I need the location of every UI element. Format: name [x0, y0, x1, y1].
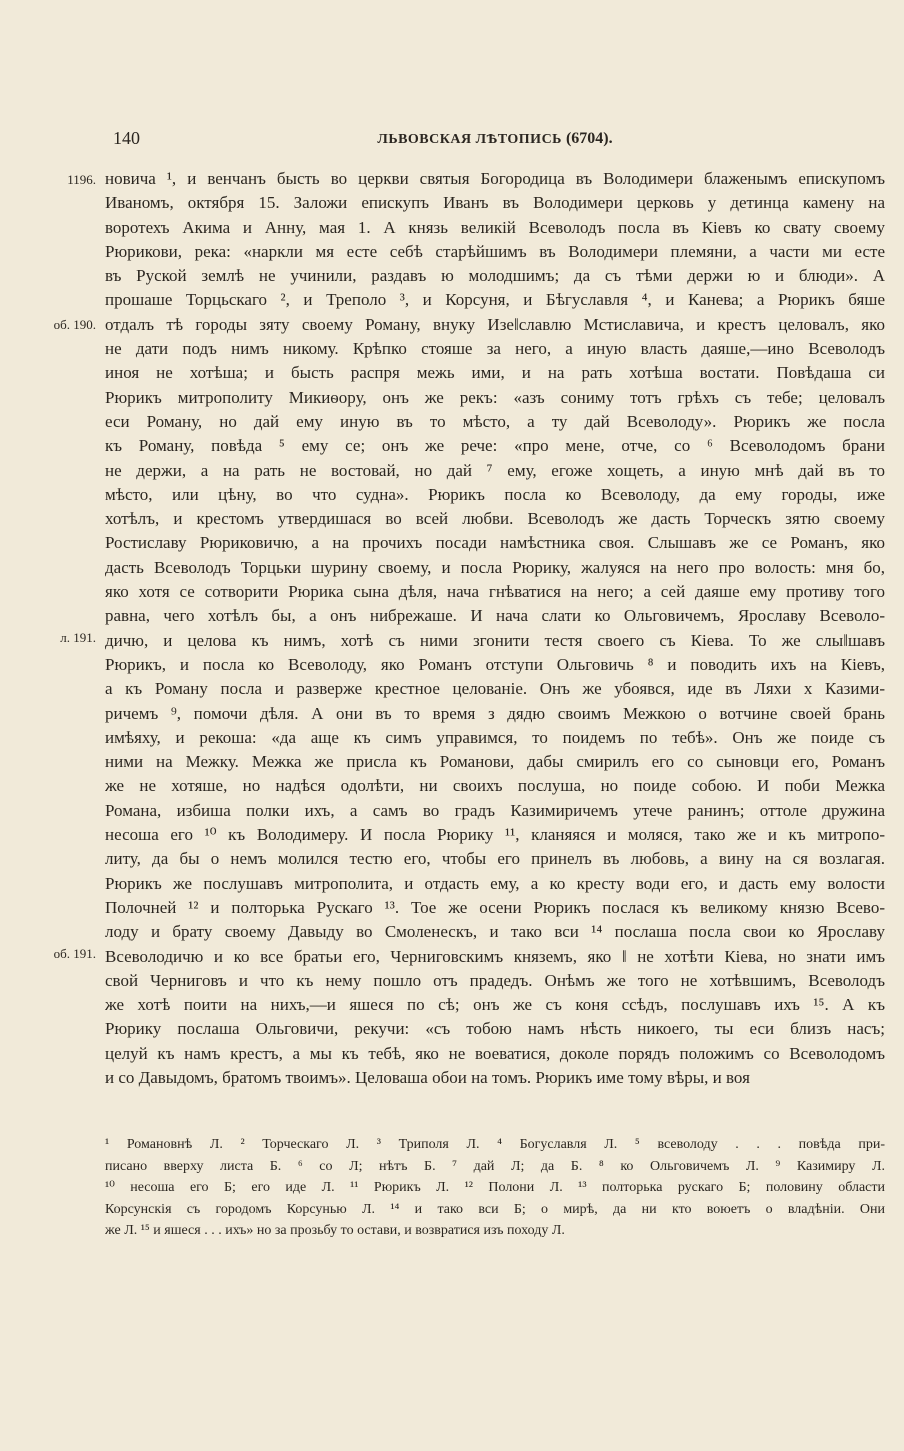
text-line: отдалъ тѣ городы зяту своему Роману, внуку Изе‖славлю Мстиславича, и крестъ целовалъ, яко: [105, 314, 885, 334]
text-line: Полочней ¹² и полторька Рускаго ¹³. Тое же осени Рюрикъ послася къ великому князю Всево-: [105, 897, 885, 917]
footnote-line: писано вверху листа Б. ⁶ со Л; нѣтъ Б. ⁷ дай Л; да Б. ⁸ ко Ольговичемъ Л. ⁹ Казимиру Л.: [105, 1158, 885, 1174]
footnotes: [105, 1134, 885, 1242]
text-line: иноя не хотѣша; и бысть распря межь ими, и на рать хотѣша востати. Повѣдаша си: [105, 363, 885, 383]
text-line: лоду и брату своему Давыду во Смоленескъ, и тако вси ¹⁴ послаша посла свои ко Ярославу: [105, 922, 885, 942]
margin-note-year: 1196.: [67, 172, 96, 187]
text-line: Романа, избиша полки ихъ, а самъ во градъ Казимиричемъ утече ранинъ; оттоле дружина: [105, 800, 885, 820]
text-line: несоша его ¹⁰ къ Володимеру. И посла Рюрику ¹¹, кланяяся и моляся, тако же и къ митропо-: [105, 825, 885, 845]
text-line: свой Черниговъ и что къ нему пошло отъ прадедъ. Онѣмъ же того не хотѣвшимъ, Всеволодъ: [105, 970, 885, 990]
text-line: а къ Роману посла и разверже крестное целованіе. Онъ же убоявся, иде въ Ляхи х Казими-: [105, 679, 885, 699]
year-label: (6704).: [565, 130, 613, 147]
text-line: хотѣлъ, и крестомъ утвердишася во всей любви. Всеволодъ же дасть Торческъ зятю своему: [105, 509, 885, 529]
text-line: литу, да бы о немъ молился тестю его, чтобы его принелъ въ любовь, а вину на ся возлагая.: [105, 849, 885, 869]
text-line: и со Давыдомъ, братомъ твоимъ». Целоваша обои на томъ. Рюрикъ име тому вѣры, и воя: [105, 1067, 750, 1087]
text-line: Всеволодичю и ко все братьи его, Черниговскимъ княземъ, яко ‖ не хотѣти Кіева, но знати имъ: [105, 946, 885, 966]
text-line: дасть Всеволодъ Торцьки шурину своему, и посла Рюрику, жалуяся на него про волость: мня бо,: [105, 557, 885, 577]
footnote-line: ¹ Романовнѣ Л. ² Торческаго Л. ³ Триполя Л. ⁴ Богуславля Л. ⁵ всеволоду . . . повѣда при-: [105, 1137, 885, 1152]
margin-note-folio-ob190: об. 190.: [53, 317, 96, 332]
text-line: къ Роману, повѣда ⁵ ему се; онъ же рече: «про мене, отче, со ⁶ Всеволодомъ брани: [105, 436, 885, 456]
text-line: еси Роману, но дай ему иную въ то мѣсто, а ту дай Всеволоду». Рюрикъ же посла: [105, 411, 885, 431]
page-number: 140: [113, 128, 140, 148]
text-line: въ Руской землѣ не учинили, раздавъ ю молодшимъ; да съ тѣми держи ю и блюди». А: [105, 266, 885, 286]
text-line: дичю, и целова къ нимъ, хотѣ съ ними згонити тестя своего съ Кіева. То же слы‖шавъ: [105, 630, 885, 650]
margin-note-folio-ob191: об. 191.: [53, 946, 96, 961]
running-title: [105, 130, 885, 148]
text-line: Рюрикъ же послушавъ митрополита, и отдасть ему, а ко кресту води его, и дасть ему волости: [105, 873, 885, 893]
text-line: Иваномъ, октября 15. Заложи епискупъ Иванъ въ Володимери церковь у детинца камену на: [105, 193, 885, 213]
text-line: Ростиславу Рюриковичю, а на прочихъ посади намѣстника своя. Слышавъ же се Романъ, яко: [105, 533, 885, 553]
main-text: [105, 167, 885, 1090]
text-line: имѣяху, и рекоша: «да аще къ симъ управимся, то поидемъ по тебѣ». Онъ же поиде съ: [105, 727, 885, 747]
text-line: воротехъ Акима и Анну, мая 1. А князь великій Всеволодъ посла въ Кіевъ ко свату своему: [105, 217, 885, 237]
page-header: [105, 128, 885, 152]
text-line: прошаше Торцьскаго ², и Треполо ³, и Корсуня, и Бѣгуславля ⁴, и Канева; а Рюрикъ бяше: [105, 290, 885, 310]
footnote-line: же Л. ¹⁵ и яшеся . . . ихъ» но за прозьбу то остави, и возвратися изъ походу Л.: [105, 1223, 565, 1238]
text-line: Рюрикови, река: «наркли мя есте себѣ старѣйшимъ въ Володимери племяни, а части ми есте: [105, 241, 885, 261]
text-line: не держи, а на рать не востовай, но дай ⁷ ему, егоже хощеть, а иную мнѣ дай въ то: [105, 460, 885, 480]
text-line: Рюрику послаша Ольговичи, рекучи: «съ тобою намъ нѣсть никоего, ты еси близъ насъ;: [105, 1019, 885, 1039]
text-line: ричемъ ⁹, помочи дѣля. А они въ то время з дядю своимъ Межкою о вотчине своей брань: [105, 703, 885, 723]
text-line: яко хотя се сотворити Рюрика сына дѣля, нача гнѣватися на него; а сей даяше ему противу того: [105, 582, 885, 602]
text-line: новича ¹, и венчанъ бысть во церкви святыя Богородица въ Володимери блаженымъ епискупомъ: [105, 169, 885, 188]
footnote-line: ¹⁰ несоша его Б; его иде Л. ¹¹ Рюрикъ Л. ¹² Полони Л. ¹³ полторька рускаго Б; половину области: [105, 1180, 885, 1195]
margin-note-folio-l191: л. 191.: [60, 630, 96, 645]
text-line: Рюрикъ митрополиту Микиѳору, онъ же рекъ: «азъ сониму тотъ грѣхъ съ тебе; целовалъ: [105, 387, 885, 407]
text-line: мѣсто, или цѣну, во что судна». Рюрикъ посла ко Всеволоду, да ему городы, иже: [105, 484, 885, 504]
text-line: равна, чего хотѣлъ бы, а онъ нибрежаше. И нача слати ко Ольговичемъ, Ярославу Всеволо-: [105, 606, 885, 626]
text-line: целуй къ намъ крестъ, а мы къ тебѣ, яко не воеватися, доколе порядъ положимъ со Всеволодомъ: [105, 1043, 885, 1063]
text-line: же не хотяше, но надѣся одолѣти, ни своихъ послуша, но поиде собою. И поби Межка: [105, 776, 885, 796]
footnote-line: Корсунскія съ городомъ Корсунью Л. ¹⁴ и тако вси Б; о мирѣ, да ни кто воюетъ о владѣніи. Они: [105, 1201, 885, 1217]
text-line: же хотѣ поити на нихъ,—и яшеся по сѣ; онъ же съ коня ссѣдъ, послушавъ ихъ ¹⁵. А къ: [105, 995, 885, 1015]
text-line: ними на Межку. Межка же присла къ Романови, дабы смирилъ его со сыновци его, Романъ: [105, 752, 885, 772]
text-line: Рюрикъ, и посла ко Всеволоду, яко Романъ отступи Ольговичь ⁸ и поводить ихъ на Кіевъ,: [105, 654, 885, 674]
running-title-text: ЛЬВОВСКАЯ ЛѢТОПИСЬ: [377, 132, 562, 147]
text-line: не дати подъ нимъ никому. Крѣпко стояше за него, а иную власть даяше,—ино Всеволодъ: [105, 339, 885, 359]
